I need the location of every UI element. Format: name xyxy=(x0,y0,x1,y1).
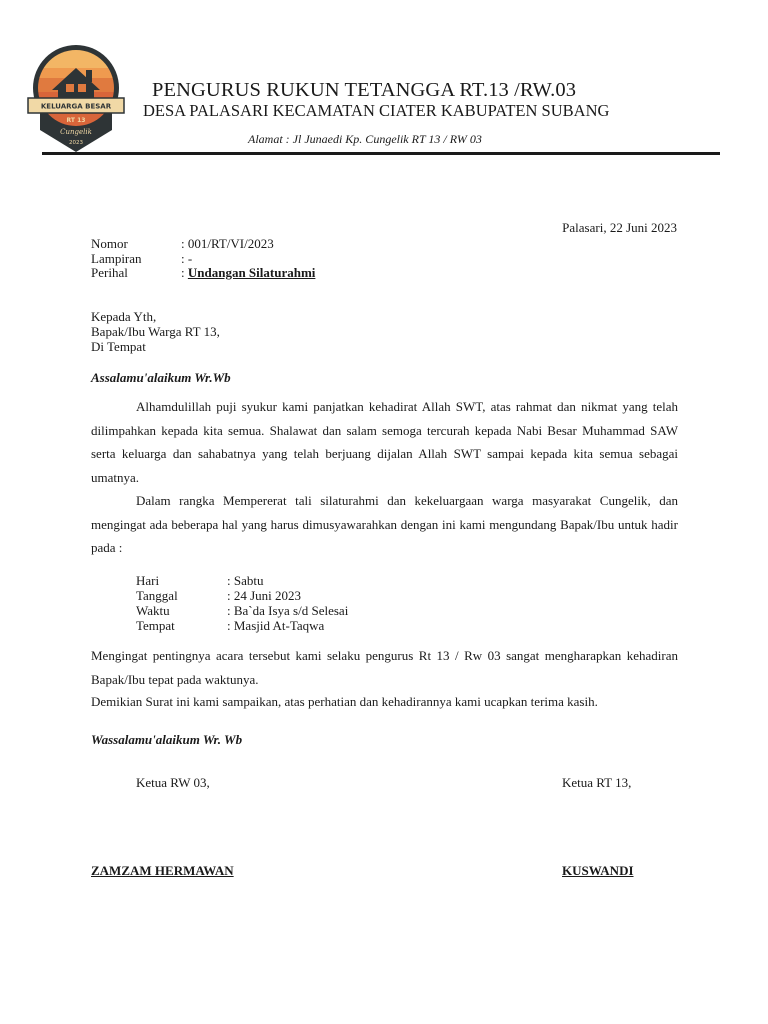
event-time-value: : Ba`da Isya s/d Selesai xyxy=(227,603,349,618)
event-place-value: : Masjid At-Taqwa xyxy=(227,618,325,633)
meta-subject-value: : Undangan Silaturahmi xyxy=(181,265,316,280)
event-date-label: Tanggal xyxy=(136,588,178,603)
community-logo xyxy=(26,44,126,156)
house-badge-icon xyxy=(26,44,126,156)
signatory-rw-role: Ketua RW 03, xyxy=(136,775,210,790)
svg-text:RT 13: RT 13 xyxy=(66,117,86,124)
paragraph-gratitude: Alhamdulillah puji syukur kami panjatkan kehadirat Allah SWT, atas rahmat dan nikmat yang telah dilimpahkan kepada kita semua. Shalawat dan salam semoga tercurah kepada Nabi Besar Muhammad SAW serta keluarga dan sahabatnya yang telah berjuang dijalan Allah SWT sampai kepada kita semua sebagai umatnya. xyxy=(91,399,678,485)
meta-attachment-value: : - xyxy=(181,251,193,266)
letterhead-title: PENGURUS RUKUN TETANGGA RT.13 /RW.03 xyxy=(152,79,577,101)
letterhead-subtitle: DESA PALASARI KECAMATAN CIATER KABUPATEN SUBANG xyxy=(143,101,610,120)
signatory-rw-name: ZAMZAM HERMAWAN xyxy=(91,863,234,878)
event-day-value: : Sabtu xyxy=(227,573,264,588)
event-place-label: Tempat xyxy=(136,618,175,633)
meta-attachment-label: Lampiran xyxy=(91,251,142,266)
recipient-line-3: Di Tempat xyxy=(91,339,146,354)
subject-text: Undangan Silaturahmi xyxy=(187,265,316,280)
header-divider xyxy=(42,152,720,155)
body-paragraphs xyxy=(91,395,678,560)
meta-number-value: : 001/RT/VI/2023 xyxy=(181,236,274,251)
recipient-line-1: Kepada Yth, xyxy=(91,309,157,324)
event-day-label: Hari xyxy=(136,573,160,588)
place-date: Palasari, 22 Juni 2023 xyxy=(562,220,677,235)
svg-text:Cungelik: Cungelik xyxy=(60,128,92,136)
meta-subject-label: Perihal xyxy=(91,265,128,280)
paragraph-importance: Mengingat pentingnya acara tersebut kami selaku pengurus Rt 13 / Rw 03 sangat mengharapkan kehadiran Bapak/Ibu tepat pada waktunya. xyxy=(91,648,678,687)
opening-greeting: Assalamu'alaikum Wr.Wb xyxy=(91,370,231,385)
signatory-rt-role: Ketua RT 13, xyxy=(562,775,632,790)
paragraph-invitation: Dalam rangka Mempererat tali silaturahmi dan kekeluargaan warga masyarakat Cungelik, dan mengingat ada beberapa hal yang harus dimusyawarahkan dengan ini kami mengundang Bapak/Ibu untuk hadir pada : xyxy=(91,493,678,555)
event-date-value: : 24 Juni 2023 xyxy=(227,588,302,603)
signatory-rt-name: KUSWANDI xyxy=(562,863,634,878)
closing-greeting: Wassalamu'alaikum Wr. Wb xyxy=(91,732,243,747)
letterhead-address: Alamat : Jl Junaedi Kp. Cungelik RT 13 / RW 03 xyxy=(248,132,482,146)
recipient-line-2: Bapak/Ibu Warga RT 13, xyxy=(91,324,220,339)
svg-text:KELUARGA BESAR: KELUARGA BESAR xyxy=(40,102,112,111)
event-time-label: Waktu xyxy=(136,603,170,618)
paragraph-thanks: Demikian Surat ini kami sampaikan, atas perhatian dan kehadirannya kami ucapkan terima kasih. xyxy=(91,694,598,709)
svg-text:2023: 2023 xyxy=(69,140,83,146)
meta-number-label: Nomor xyxy=(91,236,128,251)
